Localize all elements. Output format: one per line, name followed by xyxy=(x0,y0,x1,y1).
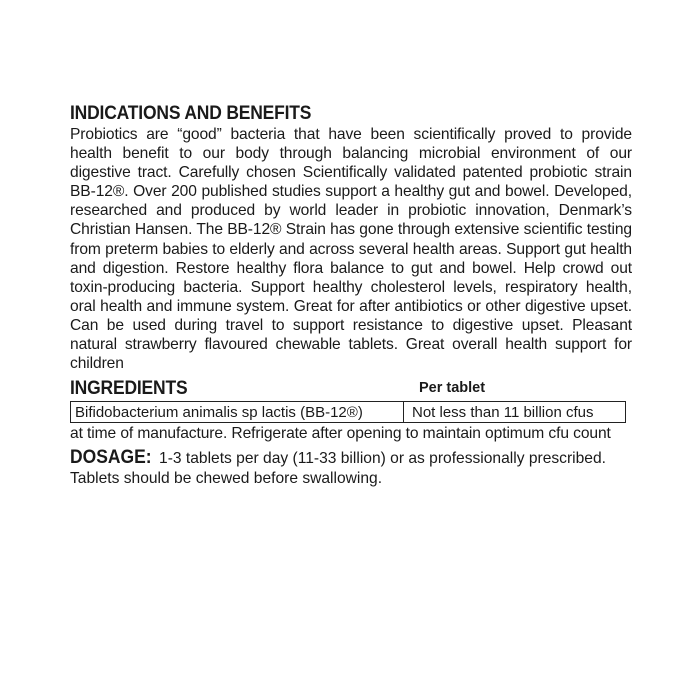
dosage-label: DOSAGE: xyxy=(70,447,152,469)
indications-heading: INDICATIONS AND BENEFITS xyxy=(70,103,312,124)
dosage-section xyxy=(70,448,632,489)
table-row xyxy=(71,402,626,423)
dosage-text: 1-3 tablets per day (11-33 billion) or as professionally prescribed. Tablets should be chewed before swallowing. xyxy=(70,450,606,488)
ingredients-heading: INGREDIENTS xyxy=(70,378,188,400)
ingredient-amount-cell: Not less than 11 billion cfus xyxy=(404,402,626,423)
ingredients-table xyxy=(70,401,626,423)
product-info-panel xyxy=(70,103,632,489)
ingredients-note: at time of manufacture. Refrigerate after opening to maintain optimum cfu count xyxy=(70,425,611,443)
ingredient-name-cell: Bifidobacterium animalis sp lactis (BB-12®) xyxy=(71,402,404,423)
ingredients-header-row xyxy=(70,375,632,401)
indications-text: Probiotics are “good” bacteria that have been scientifically proved to provide health benefit to our body through balancing microbial environment of our digestive tract. Carefully chosen Scientifically validated patented probiotic strain BB-12®. Over 200 published studies support a healthy gut and bowel. Developed, researched and produced by world leader in probiotic innovation, Denmark’s Christian Hansen. The BB-12® Strain has gone through extensive scientific testing from preterm babies to elderly and across several health areas. Support gut health and digestion. Restore healthy flora balance to gut and bowel. Help crowd out toxin-producing bacteria. Support healthy cholesterol levels, respiratory health, oral health and immune system. Great for after antibiotics or other digestive upset. Can be used during travel to support resistance to digestive upset. Pleasant natural strawberry flavoured chewable tablets. Great overall health support for children xyxy=(70,126,632,373)
per-tablet-column-header: Per tablet xyxy=(419,380,486,397)
